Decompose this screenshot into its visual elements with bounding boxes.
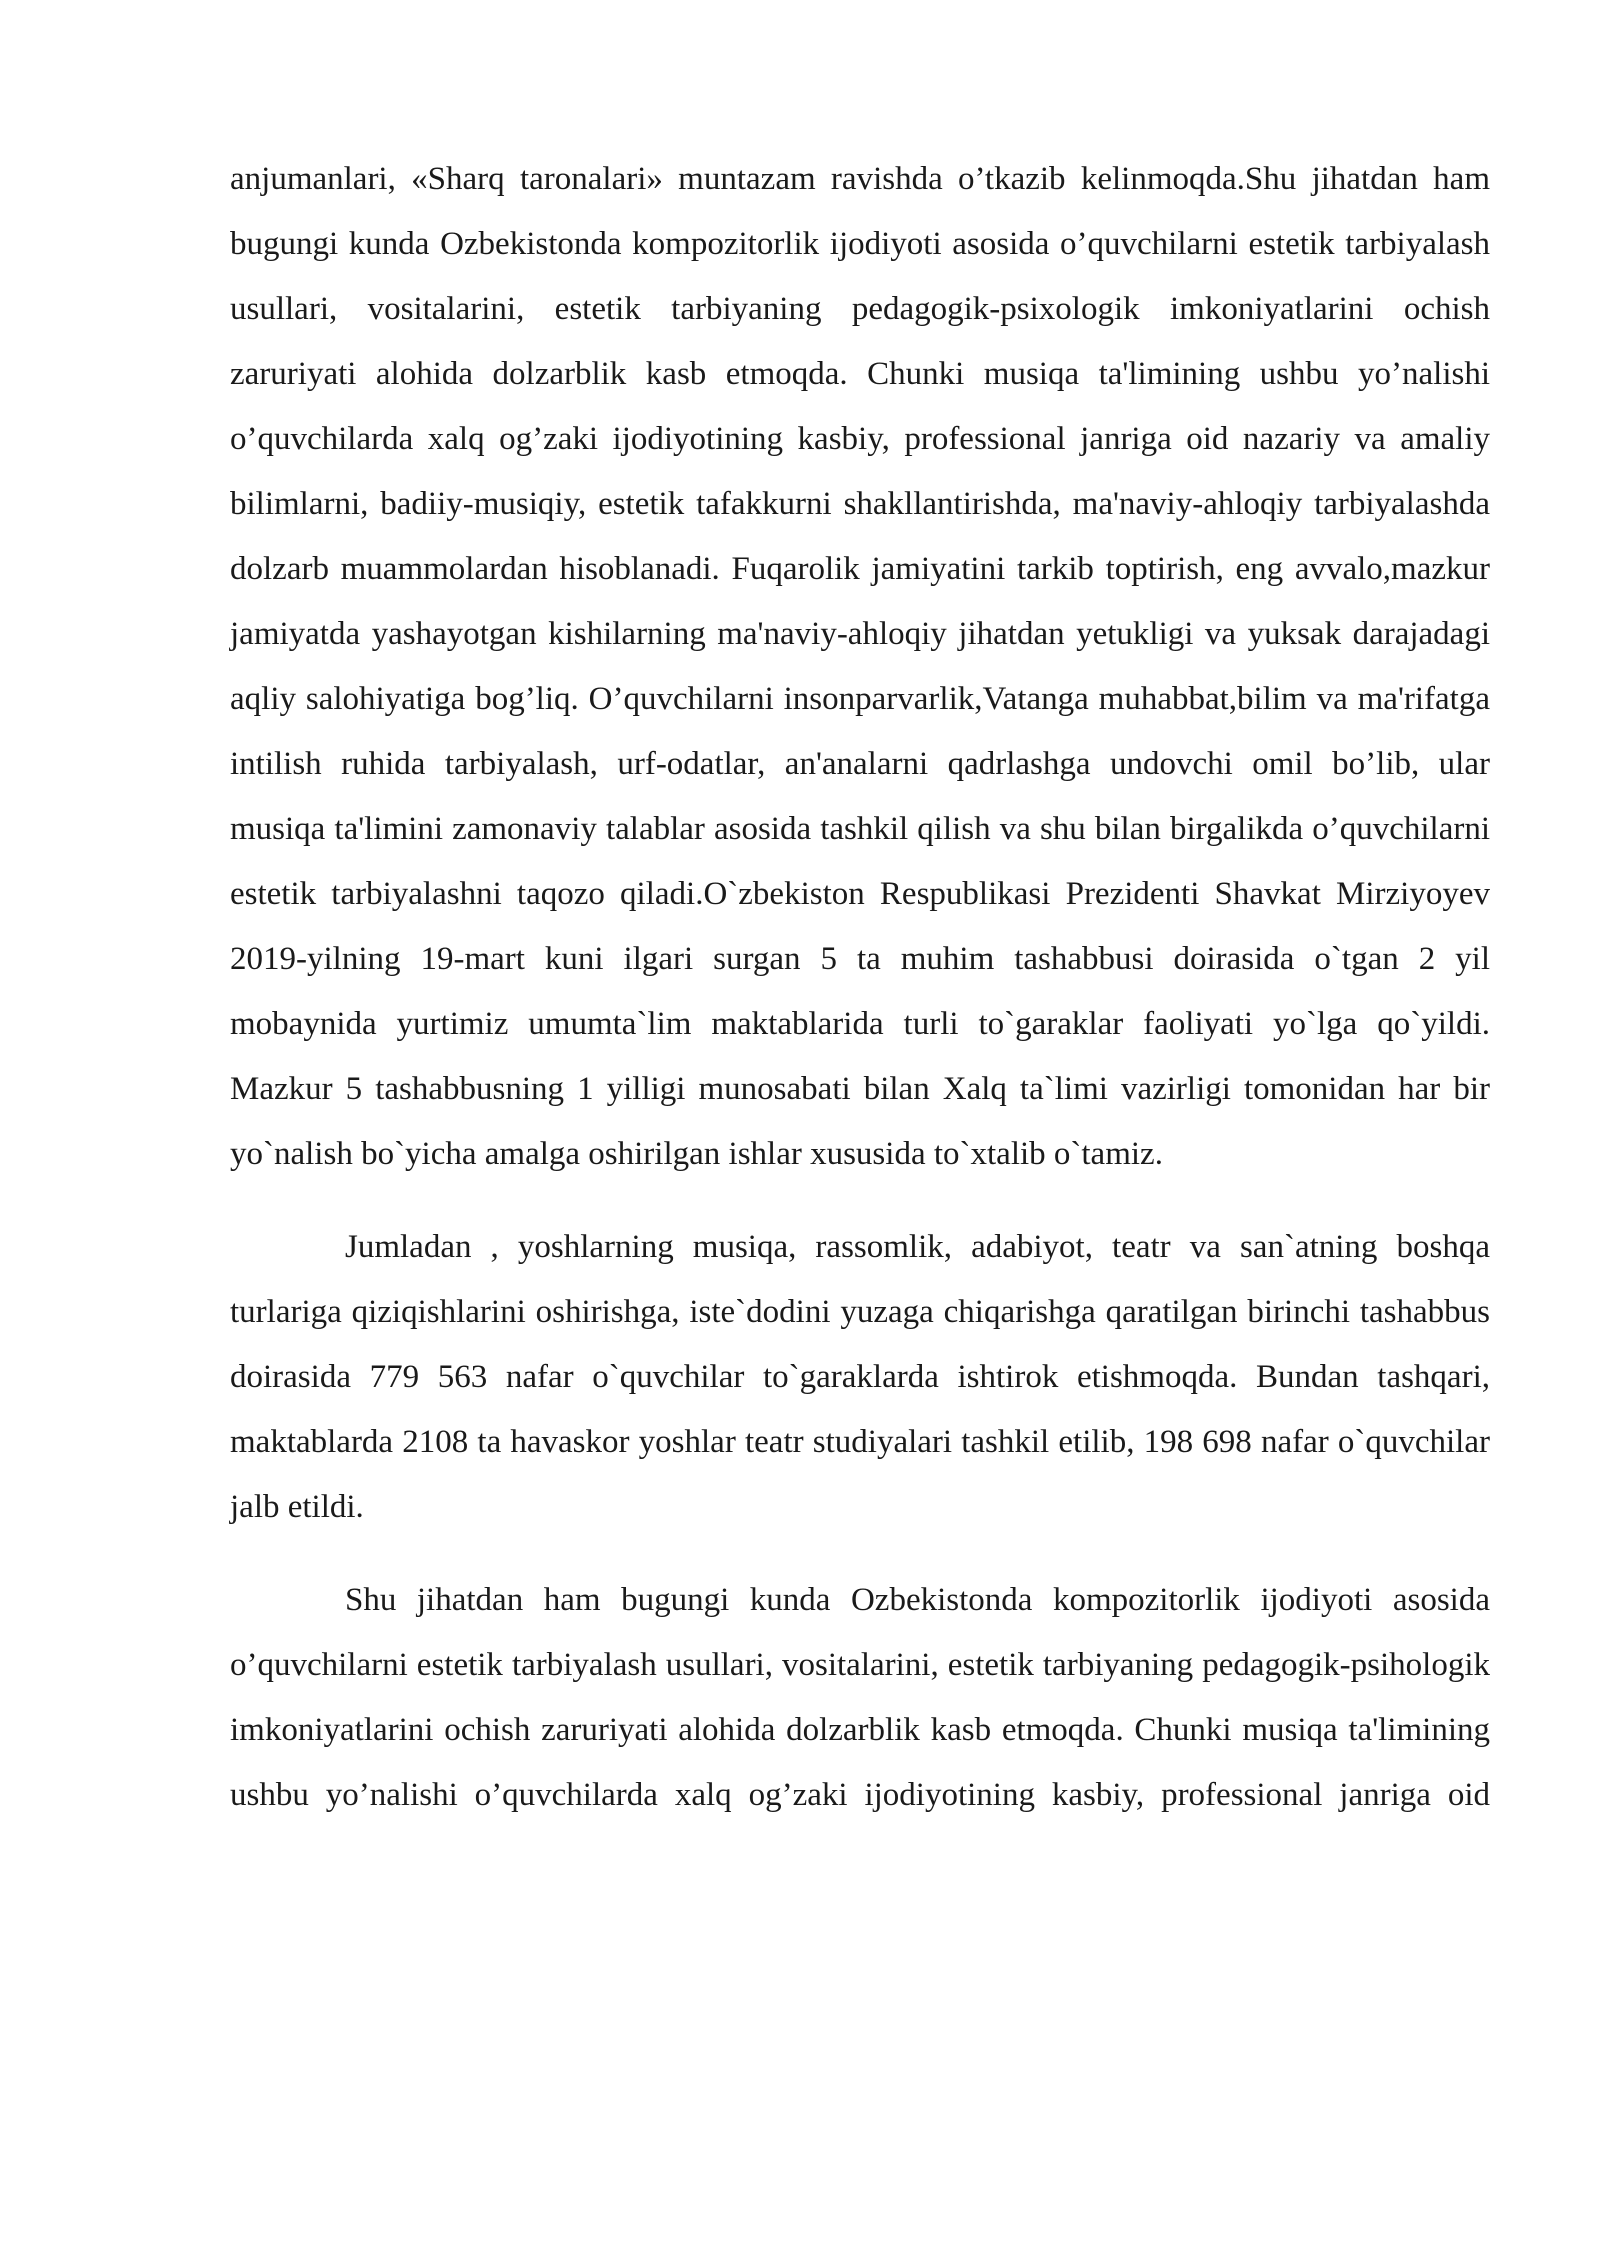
paragraph-3: Shu jihatdan ham bugungi kunda Ozbekistonda kompozitorlik ijodiyoti asosida o’quvchilarni estetik tarbiyalash usullari, vositalarini, estetik tarbiyaning pedagogik-psihologik imkoniyatlarini ochish zaruriyati alohida dolzarblik kasb etmoqda. Chunki musiqa ta'limining ushbu yo’nalishi o’quvchilarda xalq og’zaki ijodiyotining kasbiy, professional janriga oid [230, 1582, 1490, 1813]
paragraph-1: anjumanlari, «Sharq taronalari» muntazam ravishda o’tkazib kelinmoqda.Shu jihatdan ham bugungi kunda Ozbekistonda kompozitorlik ijodiyoti asosida o’quvchilarni estetik tarbiyalash usullari, vositalarini, estetik tarbiyaning pedagogik-psixologik imkoniyatlarini ochish zaruriyati alohida dolzarblik kasb etmoqda. Chunki musiqa ta'limining ushbu yo’nalishi o’quvchilarda xalq og’zaki ijodiyotining kasbiy, professional janriga oid nazariy va amaliy bilimlarni, badiiy-musiqiy, estetik tafakkurni shakllantirishda, ma'naviy-ahloqiy tarbiyalashda dolzarb muammolardan hisoblanadi. Fuqarolik jamiyatini tarkib toptirish, eng avvalo,mazkur jamiyatda yashayotgan kishilarning ma'naviy-ahloqiy jihatdan yetukligi va yuksak darajadagi aqliy salohiyatiga bog’liq. O’quvchilarni insonparvarlik,Vatanga muhabbat,bilim va ma'rifatga intilish ruhida tarbiyalash, urf-odatlar, an'analarni qadrlashga undovchi omil bo’lib, ular musiqa ta'limini zamonaviy talablar asosida tashkil qilish va shu bilan birgalikda o’quvchilarni estetik tarbiyalashni taqozo qiladi.O`zbekiston Respublikasi Prezidenti Shavkat Mirziyoyev 2019-yilning 19-mart kuni ilgari surgan 5 ta muhim tashabbusi doirasida o`tgan 2 yil mobaynida yurtimiz umumta`lim maktablarida turli to`garaklar faoliyati yo`lga qo`yildi. Mazkur 5 tashabbusning 1 yilligi munosabati bilan Xalq ta`limi vazirligi tomonidan har bir yo`nalish bo`yicha amalga oshirilgan ishlar xususida to`xtalib o`tamiz. [230, 161, 1490, 1172]
paragraph-2: Jumladan , yoshlarning musiqa, rassomlik, adabiyot, teatr va san`atning boshqa turlariga qiziqishlarini oshirishga, iste`dodini yuzaga chiqarishga qaratilgan birinchi tashabbus doirasida 779 563 nafar o`quvchilar to`garaklarda ishtirok etishmoqda. Bundan tashqari, maktablarda 2108 ta havaskor yoshlar teatr studiyalari tashkil etilib, 198 698 nafar o`quvchilar jalb etildi. [230, 1229, 1490, 1525]
document-body [230, 147, 1490, 1828]
